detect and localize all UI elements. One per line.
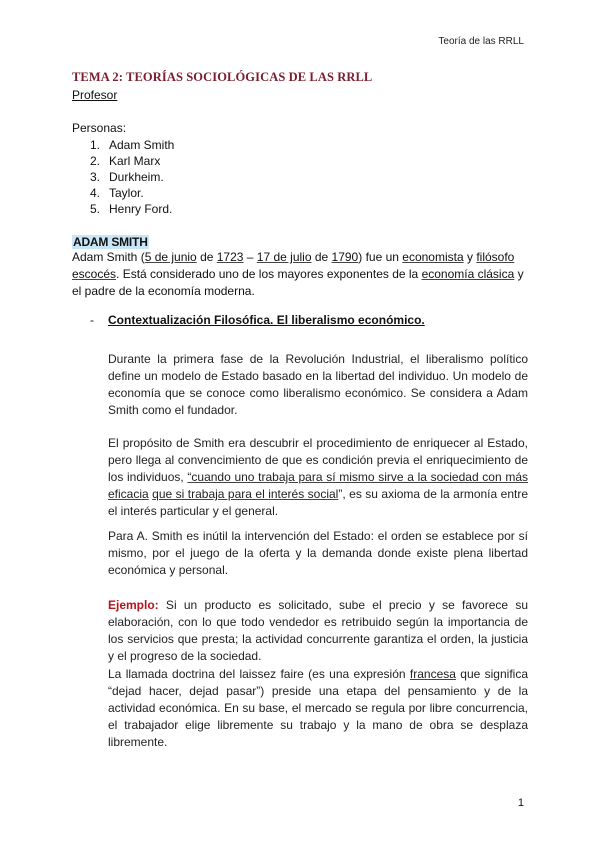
list-number: 3. — [90, 170, 101, 184]
intro-paragraph — [72, 249, 530, 300]
text-run: Adam Smith ( — [72, 250, 145, 264]
text-run: El propósito de Smith era descubrir el procedimiento de enriquecer al Estado, pero llega al convencimiento de que es condición previa el enriquecimiento de los individuos, — [108, 436, 528, 484]
list-number: 1. — [90, 138, 101, 152]
link-birth-day[interactable]: 5 de junio — [144, 250, 197, 264]
text-run: Si un producto es solicitado, sube el precio y se favorece su elaboración, con lo que todo vendedor es retribuido según la importancia de los servicios que presta; la actividad concurrente garantiza el orden, la justicia y el progreso de la sociedad. — [108, 598, 528, 663]
list-item — [90, 185, 174, 201]
list-item — [90, 201, 174, 217]
person-name: Adam Smith — [109, 138, 175, 152]
paragraph-intervencion: Para A. Smith es inútil la intervención del Estado: el orden se establece por sí mismo, por el juego de la oferta y la demanda donde existe plena libertad económica y personal. — [108, 529, 528, 577]
link-death-year[interactable]: 1790 — [331, 250, 359, 264]
paragraph-proposito — [108, 435, 528, 520]
text-run: . Está considerado uno de los mayores exponentes de la — [116, 267, 422, 281]
person-name: Taylor. — [109, 186, 144, 200]
personas-label: Personas: — [72, 121, 127, 135]
personas-list — [90, 137, 174, 217]
link-death-day[interactable]: 17 de julio — [256, 250, 312, 264]
ejemplo-label: Ejemplo: — [108, 598, 159, 612]
link-francesa[interactable]: francesa — [409, 667, 456, 681]
list-number: 5. — [90, 202, 101, 216]
person-name: Henry Ford. — [109, 202, 173, 216]
running-header: Teoría de las RRLL — [438, 36, 524, 47]
paragraph-ejemplo — [108, 597, 528, 665]
section-heading-adam-smith: ADAM SMITH — [73, 235, 148, 249]
document-title: TEMA 2: TEORÍAS SOCIOLÓGICAS DE LAS RRLL — [72, 70, 373, 84]
text-run: y — [463, 250, 477, 264]
list-item — [90, 169, 174, 185]
paragraph-laissez-faire — [108, 666, 528, 751]
bullet-heading-text: Contextualización Filosófica. El liberalismo económico. — [108, 313, 425, 327]
text-run: y el padre de la economía moderna. — [72, 267, 524, 298]
text-run: ”, es su axioma de la armonía entre el interés particular y el general. — [108, 487, 529, 518]
text-run: La llamada doctrina del laissez faire (es una expresión — [108, 667, 410, 681]
list-number: 2. — [90, 154, 101, 168]
link-filosofo[interactable]: filósofo escocés — [72, 250, 515, 281]
list-number: 4. — [90, 186, 101, 200]
page-number: 1 — [517, 797, 524, 809]
link-economia-clasica[interactable]: economía clásica — [421, 267, 515, 281]
link-economista[interactable]: economista — [402, 250, 464, 264]
text-run: que significa “dejad hacer, dejad pasar”) preside una etapa del pensamiento y de la actividad económica. En su base, el mercado se regula por libre concurrencia, el trabajador elige libremente su trabajo y la mano de obra se desplaza libremente. — [108, 667, 528, 749]
text-run: de — [311, 250, 332, 264]
list-item — [90, 153, 174, 169]
link-birth-year[interactable]: 1723 — [216, 250, 244, 264]
text-run: de — [196, 250, 217, 264]
profesor-label: Profesor — [72, 88, 118, 102]
quote-part-2: que si trabaja para el interés social — [152, 487, 339, 501]
bullet-dash: - — [90, 313, 94, 327]
list-item — [90, 137, 174, 153]
person-name: Karl Marx — [109, 154, 161, 168]
paragraph-revolucion: Durante la primera fase de la Revolución Industrial, el liberalismo político define un modelo de Estado basado en la libertad del individuo. Un modelo de economía que se conoce como liberalismo económico. Se considera a Adam Smith como el fundador. — [108, 352, 528, 417]
person-name: Durkheim. — [109, 170, 164, 184]
quote-part-1: “cuando uno trabaja para sí mismo sirve a la sociedad con más eficacia — [108, 470, 528, 501]
text-run: – — [243, 250, 257, 264]
text-run: ) fue un — [358, 250, 403, 264]
bullet-heading — [90, 313, 425, 327]
